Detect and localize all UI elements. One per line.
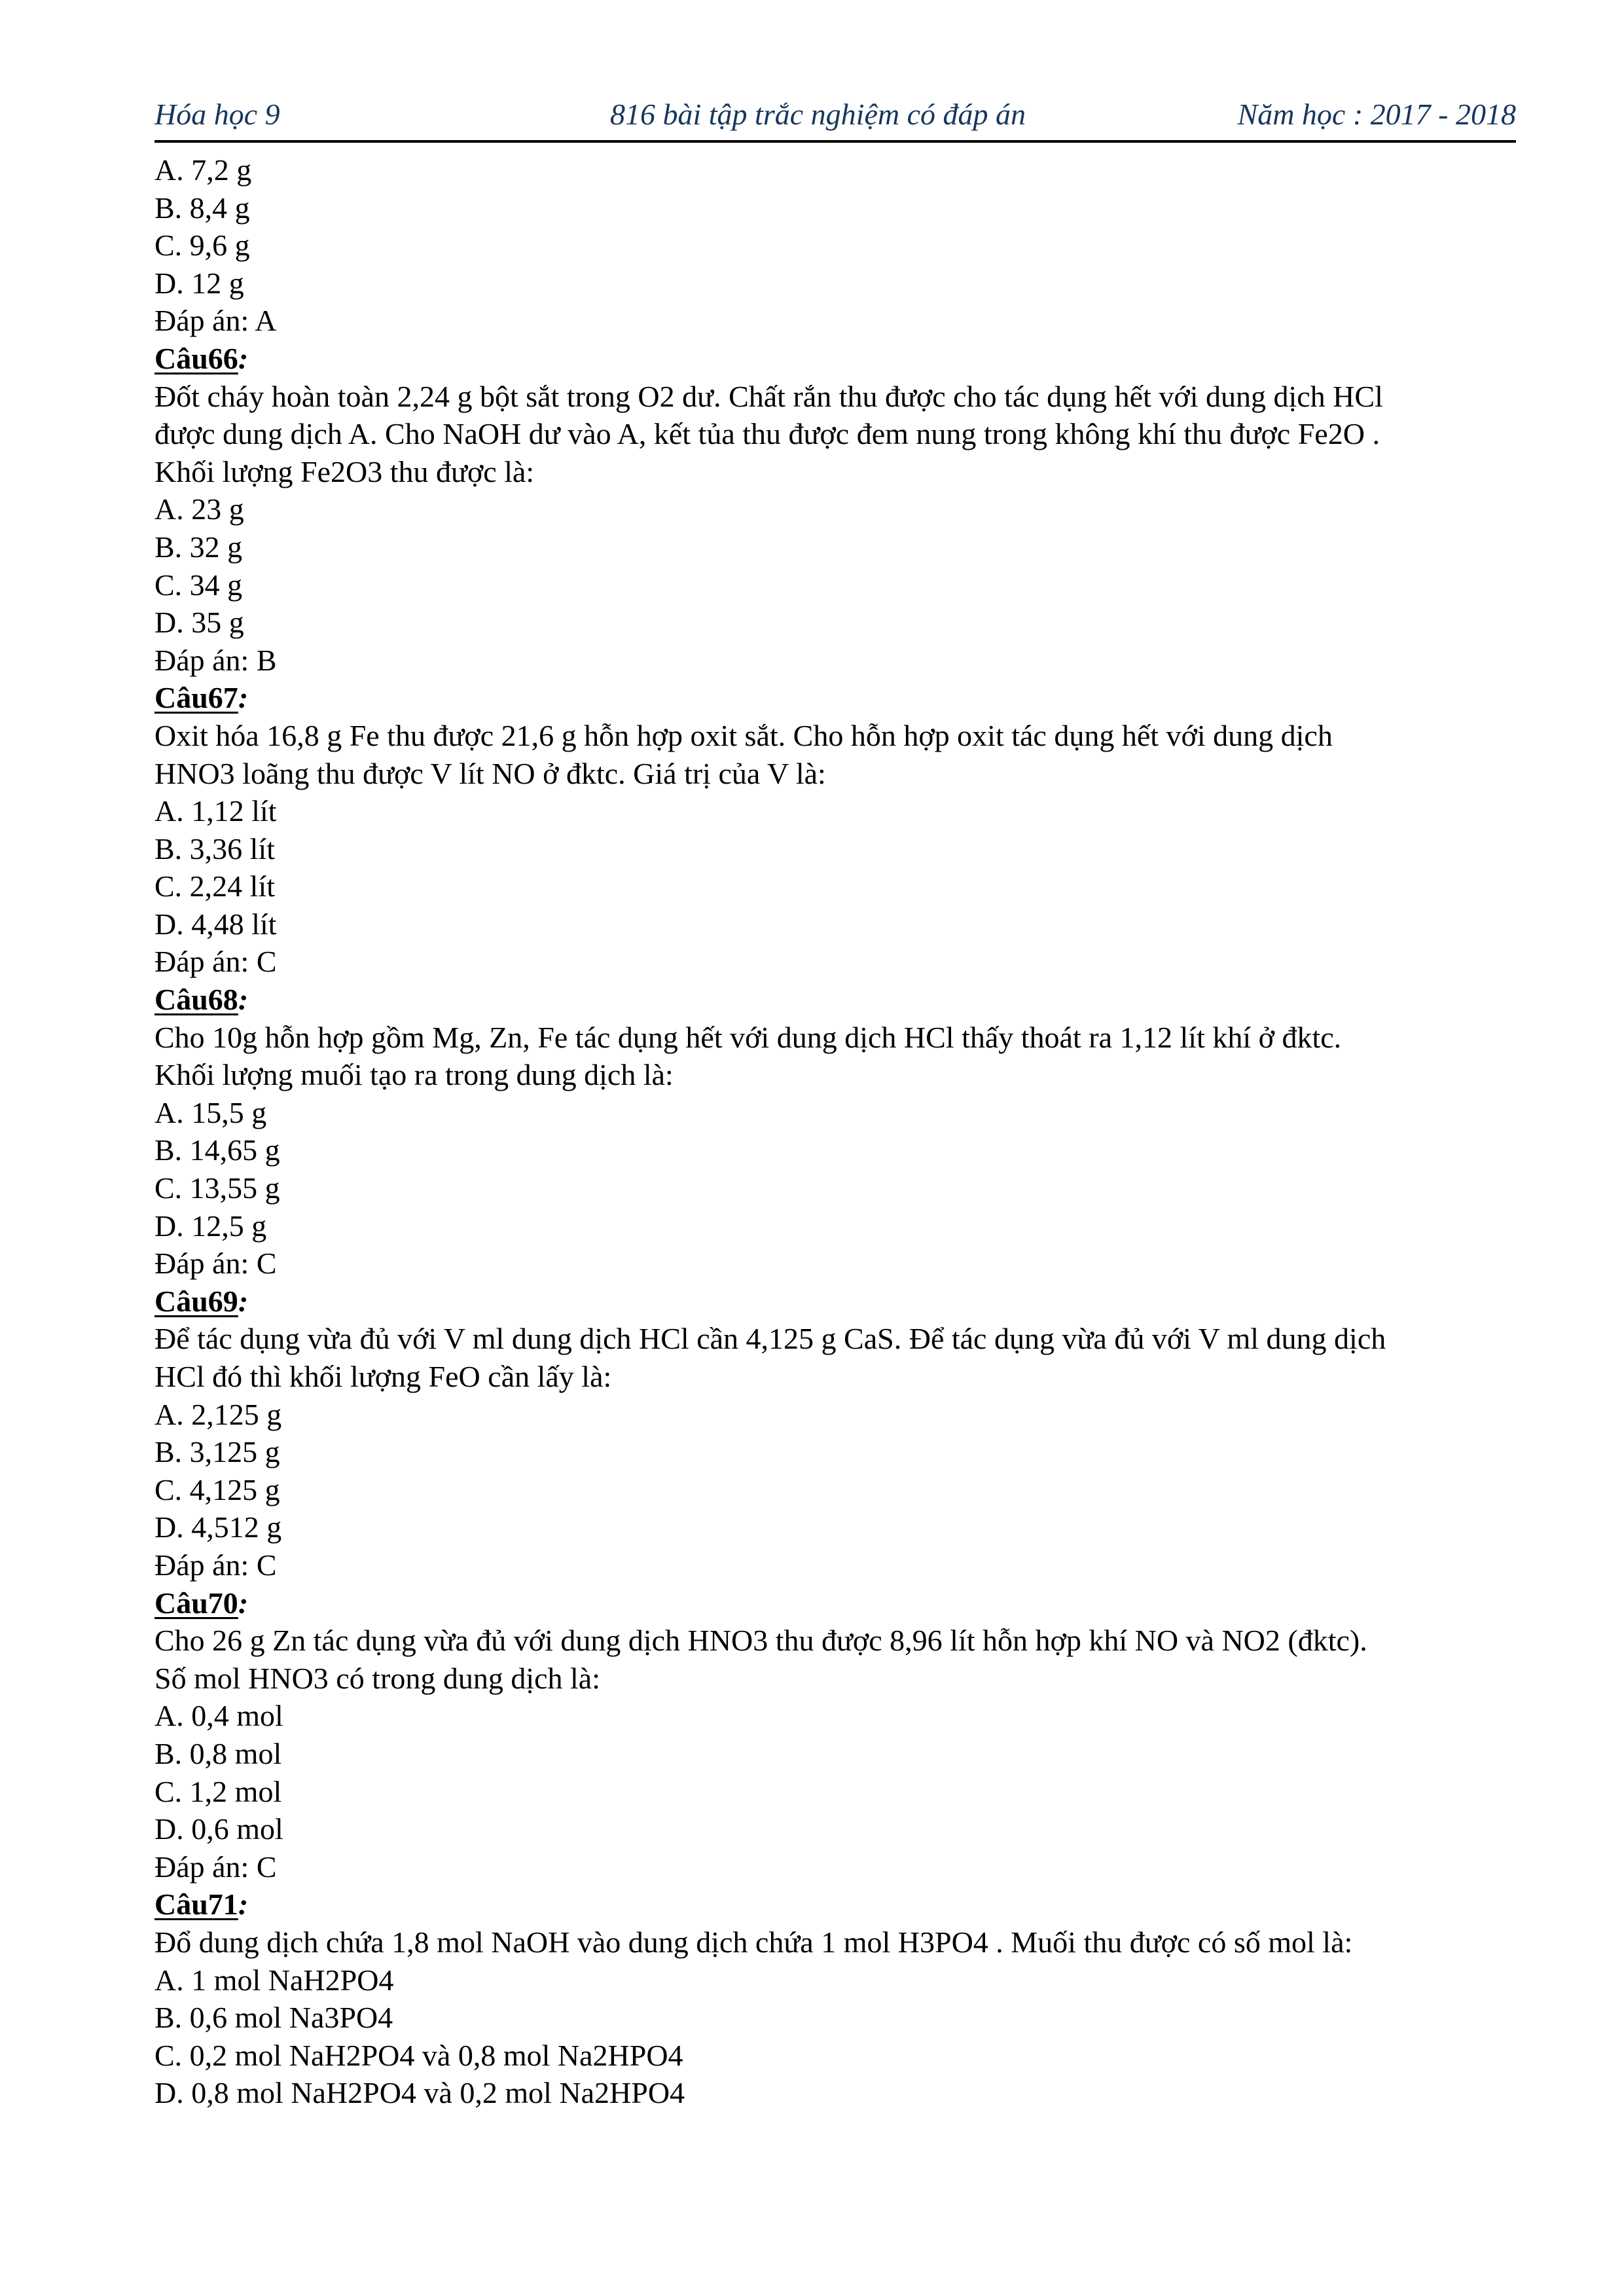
question-number: Câu68 — [154, 983, 238, 1017]
question-text-line: Oxit hóa 16,8 g Fe thu được 21,6 g hỗn hợp oxit sắt. Cho hỗn hợp oxit tác dụng hết với dung dịch — [154, 718, 1333, 752]
question-text-line: HNO3 loãng thu được V lít NO ở đktc. Giá trị của V là: — [154, 756, 826, 790]
option-d: D. 12 g — [154, 266, 244, 300]
question-text-line: Số mol HNO3 có trong dung dịch là: — [154, 1661, 600, 1695]
question-68 — [154, 981, 1516, 1283]
question-title — [154, 679, 1516, 717]
header-subject: Hóa học 9 — [154, 98, 280, 131]
option-b: B. 14,65 g — [154, 1133, 280, 1167]
option-b: B. 3,125 g — [154, 1435, 280, 1469]
answer-line: Đáp án: C — [154, 1548, 277, 1582]
option-a: A. 7,2 g — [154, 153, 252, 187]
question-66 — [154, 340, 1516, 679]
question-text-line: Để tác dụng vừa đủ với V ml dung dịch HCl cần 4,125 g CaS. Để tác dụng vừa đủ với V ml dung dịch — [154, 1322, 1386, 1356]
option-c: C. 4,125 g — [154, 1472, 280, 1506]
option-c: C. 1,2 mol — [154, 1774, 282, 1808]
page-header — [154, 97, 1516, 143]
option-d: D. 35 g — [154, 606, 244, 640]
option-a: A. 1 mol NaH2PO4 — [154, 1963, 394, 1997]
question-title — [154, 981, 1516, 1019]
option-a: A. 2,125 g — [154, 1397, 282, 1431]
question-colon: : — [238, 681, 249, 715]
question-number: Câu67 — [154, 681, 238, 715]
question-number: Câu66 — [154, 341, 238, 375]
option-d: D. 4,48 lít — [154, 907, 277, 941]
option-a: A. 0,4 mol — [154, 1699, 283, 1733]
option-b: B. 32 g — [154, 530, 243, 564]
question-colon: : — [238, 1887, 249, 1922]
question-colon: : — [238, 341, 249, 375]
question-71 — [154, 1886, 1516, 2112]
question-title — [154, 340, 1516, 378]
question-text-line: Khối lượng muối tạo ra trong dung dịch là: — [154, 1058, 674, 1092]
page-content — [154, 151, 1516, 2112]
question-text-line: Cho 10g hỗn hợp gồm Mg, Zn, Fe tác dụng hết với dung dịch HCl thấy thoát ra 1,12 lít khí ở đktc. — [154, 1020, 1342, 1054]
header-school-year: Năm học : 2017 - 2018 — [1237, 98, 1516, 131]
question-67 — [154, 679, 1516, 981]
question-colon: : — [238, 983, 249, 1017]
question-colon: : — [238, 1586, 249, 1620]
question-text-line: Đổ dung dịch chứa 1,8 mol NaOH vào dung dịch chứa 1 mol H3PO4 . Muối thu được có số mol là: — [154, 1925, 1353, 1959]
option-d: D. 0,6 mol — [154, 1812, 283, 1846]
question-number: Câu69 — [154, 1284, 238, 1318]
option-c: C. 2,24 lít — [154, 869, 276, 903]
option-b: B. 8,4 g — [154, 191, 250, 225]
question-title — [154, 1886, 1516, 1923]
question-70 — [154, 1584, 1516, 1886]
option-c: C. 9,6 g — [154, 228, 250, 263]
question-text-line: được dung dịch A. Cho NaOH dư vào A, kết tủa thu được đem nung trong không khí thu được Fe2O . — [154, 417, 1380, 451]
question-title — [154, 1283, 1516, 1321]
answer-line: Đáp án: C — [154, 1247, 277, 1281]
option-d: D. 12,5 g — [154, 1209, 267, 1243]
option-d: D. 4,512 g — [154, 1510, 282, 1544]
option-c: C. 0,2 mol NaH2PO4 và 0,8 mol Na2HPO4 — [154, 2038, 683, 2072]
option-a: A. 23 g — [154, 492, 244, 526]
question-text-line: Khối lượng Fe2O3 thu được là: — [154, 454, 535, 488]
question-text-line: HCl đó thì khối lượng FeO cần lấy là: — [154, 1360, 612, 1393]
option-a: A. 1,12 lít — [154, 794, 277, 828]
answer-line: Đáp án: A — [154, 304, 277, 338]
option-a: A. 15,5 g — [154, 1095, 267, 1129]
answer-line: Đáp án: C — [154, 945, 277, 979]
option-b: B. 0,6 mol Na3PO4 — [154, 2001, 393, 2035]
question-69 — [154, 1283, 1516, 1584]
question-title — [154, 1584, 1516, 1622]
question-text-line: Đốt cháy hoàn toàn 2,24 g bột sắt trong O2 dư. Chất rắn thu được cho tác dụng hết với dung dịch HCl — [154, 379, 1383, 413]
question-number: Câu70 — [154, 1586, 238, 1620]
question-colon: : — [238, 1284, 249, 1318]
option-b: B. 3,36 lít — [154, 831, 276, 866]
header-title: 816 bài tập trắc nghiệm có đáp án — [610, 98, 1026, 131]
answer-line: Đáp án: B — [154, 643, 277, 677]
option-c: C. 34 g — [154, 568, 243, 602]
answer-line: Đáp án: C — [154, 1850, 277, 1884]
option-c: C. 13,55 g — [154, 1171, 280, 1205]
question-number: Câu71 — [154, 1887, 238, 1922]
prev-question-block — [154, 151, 1516, 340]
option-b: B. 0,8 mol — [154, 1736, 282, 1770]
question-text-line: Cho 26 g Zn tác dụng vừa đủ với dung dịch HNO3 thu được 8,96 lít hỗn hợp khí NO và NO2 (đktc). — [154, 1624, 1367, 1658]
option-d: D. 0,8 mol NaH2PO4 và 0,2 mol Na2HPO4 — [154, 2076, 685, 2110]
header-rule — [154, 140, 1516, 143]
